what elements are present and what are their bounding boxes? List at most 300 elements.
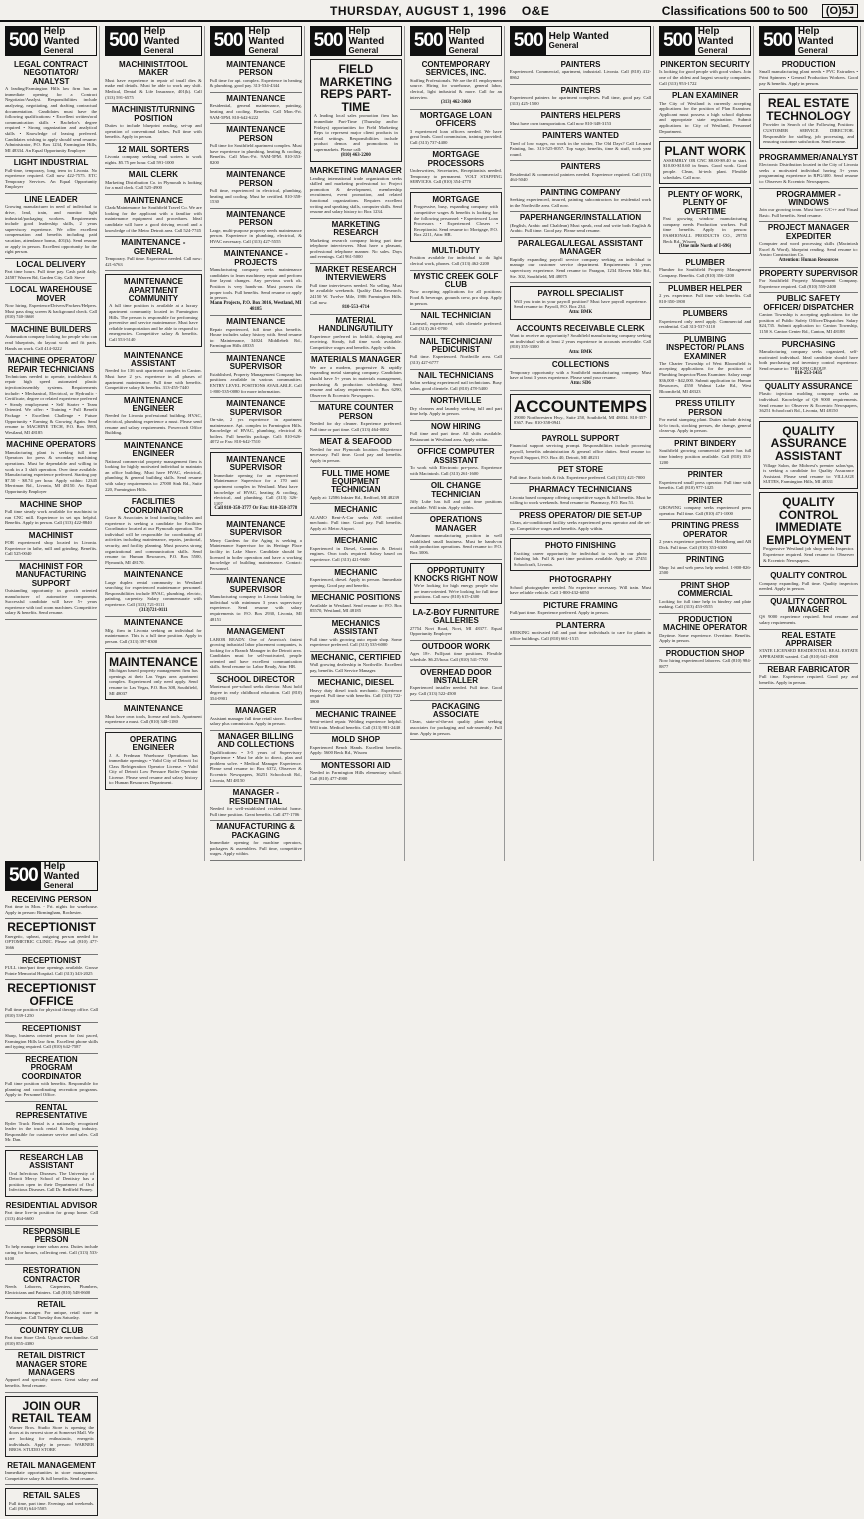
ad-title: ACCOUNTEMPS — [513, 396, 648, 416]
classified-ad — [105, 104, 202, 144]
section-label-sub: General — [697, 46, 728, 55]
ad-title: MORTGAGE LOAN OFFICERS — [419, 110, 492, 129]
ad-body: Wall growing dealership in Northville. Excellent pay, benefits. Call Service Manager. — [309, 662, 402, 673]
ad-title: PRINTING PRESS OPERATOR — [671, 521, 739, 539]
classified-ad — [5, 439, 97, 498]
ad-title: MECHANIC — [334, 505, 378, 515]
ad-title: MACHINIST/TOOL MAKER — [119, 60, 188, 78]
ad-title: MAINTENANCE ENGINEER — [123, 395, 183, 414]
ad-title: QUALITY ASSURANCE — [764, 382, 853, 392]
section-header — [210, 26, 302, 56]
ad-body: Needed in Farmington Hills elementary school. Call (810) 477-4900 — [309, 770, 402, 781]
classified-ad — [5, 194, 97, 259]
ad-body: Fast growing window manufacturing company needs Production workers. Full time benefits. Apply in person: FASHIONALL PRODUCTS CO., 29755 Beck Rd., Wixom — [663, 216, 748, 244]
ad-title: NOW HIRING — [431, 421, 481, 431]
ad-body: Now accepting applications for all positions: Food & beverage, grounds crew, pro shop. Apply in person. — [409, 289, 502, 306]
section-label-main: Help Wanted — [43, 860, 80, 882]
classified-ad — [210, 705, 302, 731]
ad-body: Part time live-in position for group home. Call (313) 464-6600 — [5, 1210, 99, 1222]
ad-title: PAINTERS HELPERS — [540, 111, 621, 121]
ad-body: SEEKING motivated full and part time individuals to care for plants in office buildings. Call (810) 661-1515 — [509, 630, 652, 641]
section-label-main: Help Wanted — [348, 26, 385, 47]
classified-ad — [105, 440, 202, 496]
classified-ad — [759, 222, 858, 267]
ad-body: Livonia based company offering competitive wages & full benefits. Must be willing to work weekends. Send resume to: Pharmacy, P.O. Box 51. — [509, 494, 652, 506]
ad-body: Jiffy Lube has full and part time positions available. Will train. Apply within. — [409, 499, 502, 510]
ad-title: MAINTENANCE APARTMENT COMMUNITY — [123, 277, 183, 303]
ad-title: MAINTENANCE SUPERVISOR — [226, 354, 286, 372]
ad-title: QUALITY CONTROL — [770, 571, 847, 581]
ad-title: PLUMBING INSPECTOR/ PLANS EXAMINER — [666, 334, 745, 361]
classified-ad — [510, 59, 651, 85]
ad-body: Shop 1st and web press help needed. 1-800-826-2500 — [659, 564, 752, 576]
section-label-sub: General — [43, 880, 74, 890]
ad-title: PROGRAMMER - WINDOWS — [776, 189, 841, 207]
classified-ad — [105, 274, 202, 346]
section-header — [105, 26, 202, 56]
ad-body: Semi-retired repair. Welding experience helpful. Will train. Medical benefits. Call (313) 981-2440 — [309, 718, 402, 730]
classified-ad — [210, 674, 302, 705]
ad-title: MACHINIST — [28, 530, 74, 540]
ad-title: PAPERHANGER/INSTALLATION — [519, 213, 642, 223]
classified-ad — [5, 1460, 98, 1486]
ad-title: MACHINE SHOP — [19, 499, 83, 509]
ad-title: RECEPTIONIST — [21, 1023, 82, 1033]
classified-ad — [410, 59, 502, 110]
ad-title: COLLECTIONS — [551, 360, 610, 370]
ad-title: 12 MAIL SORTERS — [117, 144, 190, 154]
classified-ad — [105, 169, 202, 195]
classified-ad — [510, 212, 651, 238]
ad-title: PAYROLL SUPPORT — [541, 433, 620, 443]
classified-column — [757, 26, 861, 861]
classified-ad — [659, 308, 751, 334]
classified-ad — [510, 161, 651, 187]
classified-ad — [310, 436, 402, 467]
section-label-sub: General — [348, 46, 379, 55]
ad-title: PHOTO FINISHING — [545, 541, 616, 551]
classified-ad — [310, 504, 402, 535]
ad-body: To help manage inner urban area. Duties include caring for houses, collecting rent. Call (313) 533-6100 — [5, 1244, 99, 1261]
classified-ad — [5, 1150, 98, 1197]
ad-title: OFFICE COMPUTER ASSISTANT — [417, 447, 495, 465]
ad-title: MARKETING MANAGER — [309, 166, 402, 176]
ad-title: PINKERTON SECURITY — [660, 60, 750, 69]
classified-ad — [410, 563, 502, 605]
ad-body: Growing manufacturer in need of individual to drive, lead, train, and monitor light industrial/packaging workers. Requirements include good leadership skills, 2 years supervisory experience. We offer excellent compensation and benefits including paid vacation, attendance bonus, 401(k). Send resume or apply in person. Excellent opportunity for the right person. — [5, 204, 98, 255]
classified-ad — [659, 187, 751, 254]
ad-body: Residential & commercial painters needed. Experience required. Call (313) 464-5040 — [509, 171, 652, 183]
ad-title: MEAT & SEAFOOD — [319, 437, 392, 447]
ad-title: MANAGER - RESIDENTIAL — [229, 788, 283, 806]
ad-body: Experienced small press operator. Full time with benefits. Call (810) 977-1425 — [659, 479, 752, 491]
classified-ad — [759, 630, 858, 664]
classified-ad — [5, 1265, 98, 1299]
ad-body: Temporary. Full time. Experience needed. Call now: 421-6763 — [105, 256, 202, 267]
ad-title: MECHANIC, DIESEL — [317, 678, 395, 688]
ad-title: MOLD SHOP — [331, 735, 381, 745]
ad-body: Repair experienced, full time plus benefits. House includes salary history with. Send resume to: Maintenance, 34024 Middlebelt Rd., Farmington Hills 48335 — [209, 326, 302, 349]
classified-ad — [5, 1054, 98, 1102]
classified-ad — [759, 421, 858, 489]
section-number: 500 — [511, 27, 546, 55]
classified-ad — [510, 600, 651, 620]
classified-ad — [5, 1102, 98, 1147]
ad-title: RECEIVING PERSON — [11, 894, 92, 904]
classified-column — [508, 26, 654, 861]
ad-title: PURCHASING — [781, 339, 836, 349]
classified-ad — [5, 355, 97, 439]
ad-title: MACHINIST/TURNING POSITION — [111, 105, 195, 123]
ad-title: PROPERTY SUPERVISOR — [759, 268, 858, 278]
ad-body: Part time in Mon. - Fri. nights for warehouse. Apply in person: Birmingham, Rochester. — [5, 904, 99, 915]
classified-ad — [759, 664, 858, 690]
ad-body: Provider in Search of the Following Position: CUSTOMER SERVICE DIRECTOR. Responsible for staffing, job processing, and ensuring customer satisfaction. Send resume. — [763, 122, 854, 145]
ad-title: NAIL TECHNICIANS — [418, 370, 494, 380]
ad-body: Computer and word processing skills (Macintosh Excel & Word), blueprint reading. Send resume to: Anstro Construction Co. — [759, 241, 858, 258]
classified-ad — [310, 618, 402, 652]
ad-body: Part time Store Clerk. Upscale merchandise. Call (810) 855-4380 — [5, 1335, 99, 1346]
classified-ad — [310, 677, 402, 708]
classified-ad — [310, 652, 402, 678]
ad-body: Ages 18+. Full/part time positions. Flexible schedule. $6.25/hour. Call (810) 541-7700 — [409, 651, 502, 663]
classified-ad — [659, 648, 751, 674]
classified-ad — [105, 195, 202, 237]
classified-ad — [410, 245, 502, 271]
ad-title: MANAGER — [235, 706, 277, 716]
ad-title: MAINTENANCE SUPERVISOR — [226, 520, 286, 538]
ad-body: Experienced in Diesel, Cummins & Detroit engines. Own tools required. Salary based on experience. Call (313) 421-9600 — [309, 545, 402, 563]
ad-title: JOIN OUR RETAIL TEAM — [11, 1398, 92, 1426]
ad-title: RECEPTIONIST — [21, 955, 82, 965]
classified-ad — [410, 192, 502, 242]
ad-body: Exciting career opportunity for individual to work in our photo finishing lab. Full & part time positions available. Apply at: 27451 Schoolcraft, Livonia. — [513, 550, 648, 567]
ad-title: ACCOUNTS RECEIVABLE CLERK — [516, 323, 645, 333]
ad-title: PET STORE — [557, 465, 604, 475]
section-label — [141, 27, 201, 55]
classified-ad — [510, 238, 651, 283]
paper-name: O&E — [521, 4, 550, 18]
ad-title: CONTEMPORARY SERVICES, INC. — [421, 60, 491, 78]
classified-column — [408, 26, 505, 861]
classified-columns — [3, 26, 861, 1512]
classified-ad — [410, 641, 502, 667]
ad-body: Experienced Bench Hands. Excellent benefits. Apply: 5600 Beck Rd., Wixom — [309, 744, 402, 756]
ad-body: Full time steady work available for machinist to run CNC mill. Experience in set ups helpful. Benefits. Apply in person. Call (313) 422-8840 — [5, 508, 98, 526]
classified-ad — [5, 324, 97, 355]
classified-ad — [5, 259, 97, 285]
ad-body: Large duplex rental community in Westland searching for experienced maintenance personnel. Responsibilities include HVAC, plumbing, electric, painting, carpentry. Salary commensurate with experience. Call (313) 721-0111 — [105, 579, 202, 608]
ad-body: Village Salon, the Midwest's premier salon/spa, is seeking a candidate for Quality Assurance Assistant. Please send resume to: VILLAGE SUITES, Farmington Hills, MI 48331 — [763, 462, 854, 485]
ad-body: Full time for Southfield apartment complex. Must have experience in plumbing, heating & cooling. Benefits. Call Mon.-Fri. 9AM-5PM. 810-353-8200 — [209, 142, 302, 165]
classified-ad — [105, 350, 202, 395]
ad-title: PLANT WORK — [664, 144, 746, 159]
ad-body: Tired of low wages, no work in the winter, The Old Days? Call Leonard Painting, Inc. 313-525-0057. Top wage, benefits, time & stuff, work year round. — [509, 140, 652, 157]
section-header — [510, 26, 651, 56]
ad-body: Experience preferred in forklift, shipping and receiving. Steady, full time work available. Competitive wages and benefits. Apply within. — [309, 333, 402, 350]
ad-body: Full time, part time. Evenings and weekends. Call (810) 644-5505 — [9, 1500, 95, 1512]
ad-title: RETAIL DISTRICT MANAGER STORE MANAGERS — [16, 1351, 88, 1378]
ad-title: OPERATING ENGINEER — [129, 734, 177, 753]
ad-body: Apply at: 12586 Inkster Rd., Redford, MI 48239 — [309, 494, 400, 500]
ad-body: On-site, 2 yrs experience in apartment maintenance. Apt. complex in Farmington Hills. Knowledge of HVAC, plumbing, electrical & boilers. Full benefits package. Call: 810-626-4072 or Fax: 810-642-7510 — [209, 416, 302, 445]
classified-ad — [105, 496, 202, 569]
ad-title: MULTI-DUTY — [431, 245, 481, 255]
ad-body: Ryder Truck Rental is a nationally recognized leader in the truck rental & leasing industry. Responsible for customer service and sales. Call Mr. Dan. — [5, 1120, 99, 1143]
ad-body: Energetic, upbeat, outgoing person needed for OPTOMETRIC CLINIC. Please call (810) 477-1666 — [5, 933, 99, 951]
ad-body: Full-time, temporary, long term in Livonia. No experience required. Call now 422-7575. ETC Temporary Services. An Equal Opportunity Employer — [5, 167, 98, 190]
ad-body: Seeking experienced, insured, painting subcontractors for residential work in the Northville area. Call now. — [509, 197, 652, 208]
ad-title: NAIL TECHNICIAN — [420, 311, 491, 321]
classified-ad — [410, 336, 502, 370]
classified-ad — [105, 652, 202, 701]
classified-ad — [210, 59, 302, 93]
classified-ad — [310, 468, 402, 505]
ad-contact: 810-553-4714 — [342, 305, 370, 311]
ad-title: PUBLIC SAFETY OFFICER/ DISPATCHER — [763, 294, 854, 312]
ad-body: Assistant manager. For unique, retail store in Farmington. Call Tuesday thru Saturday. — [5, 1309, 99, 1321]
ad-body: FOR experienced shop located in Livonia. Experience in lathe, mill and grinding. Benefits. Call 525-0040 — [5, 540, 98, 557]
classified-ad — [410, 514, 502, 559]
classified-ad — [659, 469, 751, 495]
ad-body: Full time for apt. complex. Experience in heating & plumbing, good pay. 313-534-4344 — [209, 77, 302, 89]
ad-body: STATE LICENSED RESIDENTIAL REAL ESTATE APPRAISER wanted. Call (810) 641-4900 — [759, 648, 858, 660]
ad-title: PACKAGING ASSOCIATE — [431, 701, 481, 719]
classified-ad — [310, 219, 402, 264]
ad-contact: (313)721-0111 — [139, 607, 168, 613]
ad-body: Is looking for good people with good values. Join one of the oldest and largest security companies. Call (313) 953-1722 — [659, 69, 752, 86]
ad-title: LIGHT INDUSTRIAL — [13, 158, 89, 168]
masthead — [0, 0, 864, 22]
classified-ad — [510, 538, 651, 571]
ad-body: Rapidly expanding payroll service company seeking an individual to manage our customer service department. Requirements: 3 years supervisory experience. Send resume to: Paragon, 1234 Eleven Mile Rd., Ste. 302, Southfield, MI 48075 — [509, 256, 652, 279]
ad-body: Must have experience in repair of tmall dies & make end details. Must be able to work any shift. Medical, Dental & Life Insurance, 401(k). Call (313) 591-6575 — [105, 77, 202, 100]
ad-title: MAINTENANCE SUPERVISOR — [226, 576, 286, 594]
ad-title: LINE LEADER — [24, 195, 78, 205]
ad-contact: (One mile North of I-696) — [679, 244, 732, 250]
classified-ad — [105, 59, 202, 104]
ad-title: MECHANIC — [334, 567, 378, 577]
classified-ad — [5, 1396, 98, 1457]
ad-body: Full time position with benefits. Responsible for planning and coordinating recreation programs. Apply to: Personnel Office. — [5, 1080, 99, 1098]
ad-body: Large, multi-purpose property needs maintenance person. Experience in plumbing, electrical, & HVAC necessary. Call (313) 427-5555 — [209, 227, 302, 244]
ad-body: Needed for 136 unit apartment complex in Canton. Must have 2 yrs. experience in all phases of apartment maintenance. Full time with benefits. Competitive salary & benefits. 313-455-7440 — [105, 368, 202, 391]
ad-body: Needed for well-established residential home. Full time position. Great benefits. Call 477-1706 — [209, 805, 302, 817]
ad-body: Clark/Maintenance for Southfield Travel Co. We are looking for the applicant with a familiar with maintenance equipment and procedures. Ideal candidate will have a good driving record and a knowledge of the Metro Detroit area. Call 524-7745 — [105, 205, 202, 233]
ad-title: RESIDENTIAL ADVISOR — [5, 1201, 98, 1211]
ad-body: Full time, experienced in electrical, plumbing, heating and cooling. Must be certified. 810-358-1530 — [209, 188, 302, 205]
classified-ad — [210, 821, 302, 861]
classified-ad — [659, 580, 751, 614]
ad-body: Now hiring. Experience/Drivers/Packers/Helpers. Must pass drug screen & background check. Call (810) 740-3668 — [5, 303, 98, 320]
classified-ad — [210, 316, 302, 353]
ad-title: MAINTENANCE — [123, 195, 183, 205]
classified-ad — [210, 209, 302, 249]
ad-title: PROGRAMMER/ANALYST — [759, 152, 858, 162]
ad-title: MATURE COUNTER PERSON — [318, 403, 394, 421]
classified-ad — [410, 607, 502, 641]
ad-title: MAINTENANCE PERSON — [226, 170, 286, 188]
ad-body: Full time position for physical therapy office. Call (810) 539-1250 — [5, 1007, 99, 1019]
ad-body: Southfield growing commercial printer has full time bindery position available. Call (810) 353-1200 — [659, 448, 752, 465]
classified-ad — [510, 484, 651, 510]
classified-ad — [659, 59, 751, 90]
section-number: 500 — [6, 862, 41, 890]
classified-ad — [510, 510, 651, 536]
section-label-sub: General — [448, 46, 479, 55]
ad-title: RECEPTIONIST — [7, 920, 96, 935]
ad-body: GROWING company seeks experienced press operator. Full time. Call (810) 471-1000 — [659, 505, 752, 516]
classified-column — [3, 861, 100, 1519]
classified-ad — [105, 144, 202, 170]
ad-body: For metal stamping plant. Duties include driving hi-lo truck, stocking presses, die change, general clean-up. Apply in person. — [659, 417, 752, 434]
classified-ad — [5, 1325, 98, 1351]
classified-ad — [310, 567, 402, 593]
ad-title: MAINTENANCE SUPERVISOR — [226, 399, 286, 417]
classified-ad — [510, 286, 651, 319]
ad-title: RECEPTIONIST OFFICE — [7, 981, 96, 1008]
section-label-main: Help Wanted — [43, 26, 80, 47]
ad-body: 2 years experience preferred. Heidelberg and AB Dick. Full time. Call (810) 353-6300 — [659, 539, 752, 550]
ad-body: Outstanding opportunity in growth oriented manufacturer of automotive components. Successful candidate will have 5+ years experience with tool room machines. Competitive salary & benefits. Send resume. — [5, 588, 98, 616]
ad-title: PHOTOGRAPHY — [549, 575, 612, 585]
ad-title: PICTURE FRAMING — [543, 601, 618, 611]
ad-body: Progressive Westland job shop needs Inspector. Experience required. Send resume to: Observer & Eccentric Newspapers. — [763, 546, 854, 563]
classified-ad — [5, 980, 98, 1022]
classified-ad — [310, 709, 402, 735]
ad-contact: 810-253-1435 — [794, 371, 823, 377]
ad-title: MAINTENANCE PERSON — [226, 60, 286, 78]
classified-ad — [210, 787, 302, 821]
classified-ad — [659, 520, 751, 554]
ad-title: MACHINIST FOR MANUFACTURING SUPPORT — [15, 561, 87, 588]
ad-title: PRODUCTION SHOP — [665, 648, 745, 658]
ad-title: SCHOOL DIRECTOR — [216, 675, 295, 685]
ad-body: Small manufacturing plant needs • PVC Extruders • Print Spinners • General Production Workers. Good pay & benefits. Apply in person. — [759, 69, 858, 86]
section-title: Classifications 500 to 500 — [661, 4, 808, 18]
ad-title: MANAGEMENT — [226, 627, 285, 637]
classified-ad — [105, 395, 202, 440]
ad-title: MAINTENANCE — [123, 618, 183, 628]
ad-body: Full time with growing auto repair shop. Some experience preferred. Call (313) 535-6000 — [309, 636, 402, 648]
section-label — [546, 27, 609, 55]
ad-title: OUTDOOR WORK — [421, 642, 491, 652]
ad-contact: Attn: SD6 — [570, 381, 591, 387]
classified-ad — [410, 446, 502, 480]
classified-ad — [210, 169, 302, 209]
section-header — [759, 26, 858, 56]
ad-body: Residential, general maintenance, painting, heating and cooling. Benefits. Call Mon.-Fri. 9AM-5PM. 810-642-6222 — [209, 103, 302, 120]
ad-body: Experienced painters for apartment complexes. Full time, good pay. Call (313) 425-1500 — [509, 94, 652, 106]
classified-ad — [659, 90, 751, 138]
section-header — [5, 26, 97, 56]
section-header — [310, 26, 402, 56]
classified-ad — [759, 596, 858, 630]
classified-ad — [759, 189, 858, 223]
ad-title: MORTGAGE — [432, 195, 480, 205]
section-number: 500 — [311, 27, 346, 55]
ad-body: QS 9000 experience required. Send resume and salary requirements. — [759, 614, 858, 626]
ad-title: PAINTING COMPANY — [540, 187, 621, 197]
classified-ad — [759, 59, 858, 90]
ad-title: RETAIL — [37, 1300, 66, 1310]
ad-title: PRESS OPERATOR/ DIE SET-UP — [519, 510, 642, 520]
ad-body: Heavy duty diesel truck mechanic. Experience required. Full time with benefits. Call (313) 722-3800 — [309, 687, 402, 704]
ad-body: Sharp, business oriented person for fast paced, Farmington Hills law firm. Excellent phone skills and typing required. Call (810) 642-7587 — [5, 1033, 99, 1050]
ad-title: PAINTERS — [560, 162, 601, 172]
ad-body: Manufacturing plant is seeking full time Operators for press & secondary machining operations. Must be dependable and willing to work in a 3 shift operation. Over time available. Manufacturing experience preferred. Starting pay $7.50 - $8.74 per hour. Apply within: 12345 Merriman Rd., Livonia, MI 48150. An Equal Opportunity Employer — [5, 449, 98, 494]
classified-ad — [759, 492, 858, 567]
ad-body: Automation company looking for people who can read blueprints, do layout work and fit parts. Hands on work. Call 414-0222 — [5, 334, 98, 351]
ad-body: Part time hours. Full time pay. Cash paid daily. 24587 Warren Rd, Garden City. Call: Steve — [5, 269, 98, 280]
section-label — [695, 27, 750, 55]
ad-title: PARALEGAL/LEGAL ASSISTANT MANAGER — [517, 239, 644, 257]
ad-title: MAINTENANCE — [123, 704, 183, 714]
ad-body: ALAMO Rent-A-Car seeks ASE certified mechanic. Full time. Good pay. Full benefits. Apply at: Metro Airport. — [309, 514, 402, 531]
ad-title: PAINTERS — [560, 85, 601, 95]
ad-body: Needed for our Plymouth location. Experience necessary. Full time. Good pay and benefits. Apply in person. — [309, 446, 402, 463]
classified-ad — [210, 93, 302, 124]
ad-title: MAINTENANCE — [226, 317, 286, 327]
classified-ad — [659, 334, 751, 399]
ad-contact: Attention: Human Resources — [778, 258, 839, 264]
ad-title: PLUMBER — [685, 257, 725, 267]
classified-ad — [410, 310, 502, 336]
ad-body: Full time. Experience required. Good pay and benefits. Apply in person. — [759, 674, 858, 685]
section-label — [41, 27, 96, 55]
section-label — [41, 862, 97, 890]
ad-body: Position available for individual to do light clerical work, phones. Call (313) 462-2200 — [409, 255, 502, 266]
page-number: (O)5J — [822, 4, 858, 18]
section-label-main: Help Wanted — [248, 26, 285, 47]
ad-body: Daytime. Some experience. Overtime. Benefits. Apply in person. — [659, 632, 752, 644]
ad-body: Experienced installer needed. Full time. Good pay. Call (313) 522-4500 — [409, 685, 502, 696]
ad-title: MARKET RESEARCH INTERVIEWERS — [315, 264, 397, 283]
ad-body: Manufacturing company seeks organized, self-motivated individual. Ideal candidate should have both purchasing and inventory control experience. Send resume to: THE KPH GROUP. — [759, 348, 858, 371]
classified-ad — [759, 570, 858, 596]
section-label-sub: General — [548, 41, 579, 50]
ad-title: MACHINE OPERATOR/ REPAIR TECHNICIANS — [7, 356, 95, 374]
classified-ad — [410, 370, 502, 396]
classified-ad — [210, 731, 302, 787]
ad-title: PRINT SHOP COMMERCIAL — [677, 580, 733, 599]
section-label-main: Help Wanted — [797, 26, 834, 47]
ad-body: Michigan based property management firm has openings at their Las Vegas area apartment complex. Experienced only need apply. Send resume to: Las Vegas, P.O. Box 308, Southfield, MI 48037 — [109, 668, 198, 696]
classified-ad — [310, 734, 402, 760]
ad-title: PRODUCTION — [781, 60, 836, 69]
ad-title: OIL CHANGE TECHNICIAN — [430, 481, 481, 499]
classified-ad — [105, 617, 202, 648]
ad-contact: (313) 462-3060 — [440, 100, 471, 106]
ad-body: LABOR READY. One of America's fastest growing industrial labor placement companies, is looking for a Branch Manager in the Detroit area. Candidates must be self-motivated, people oriented and have excellent communication skills. Send resume to: Labor Ready, Attn: HR. — [209, 636, 302, 670]
ad-body: Full time. Exotic birds & fish. Experience preferred. Call (313) 421-7000 — [509, 474, 645, 480]
ad-title: MONTESSORI AID — [321, 760, 391, 770]
classified-ad — [759, 293, 858, 338]
ad-title: LA-Z-BOY FURNITURE GALLERIES — [412, 608, 500, 626]
ad-contact: Attn: BMK — [568, 309, 593, 315]
classified-ad — [659, 283, 751, 309]
ad-body: We are a modern, progressive & rapidly expanding metal stamping company. Candidates should have 5+ years in materials management, purchasing & production scheduling. Send resume and salary requirements to: Box 6290, Observer & Eccentric Newspapers. — [309, 364, 402, 398]
ad-body: The City of Westland is currently accepting applications for the position of Plan Examiner. Applicant must possess a high school diploma and appropriate state registration. Submit applications to: City of Westland, Personnel Department. — [659, 100, 752, 134]
section-label — [795, 27, 857, 55]
ad-title: MECHANIC, CERTIFIED — [310, 652, 401, 662]
ad-title: QUALITY ASSURANCE ASSISTANT — [770, 423, 847, 463]
ad-body: Established, Property Management Company has positions available in various communities. ENTRY LEVEL POSITIONS AVAILABLE. Call 1-800-535-0080 for more information. — [209, 371, 302, 394]
ad-body: Electronic Distribution located in the City of Livonia seeks a motivated individual having 3+ years programming experience in RPG/400. Send resume to: Observer & Eccentric Newspapers. — [759, 162, 858, 184]
ad-title: MECHANIC — [334, 536, 378, 546]
ad-title: LOCAL WAREHOUSE MOVER — [9, 285, 93, 303]
issue-date — [330, 4, 549, 18]
